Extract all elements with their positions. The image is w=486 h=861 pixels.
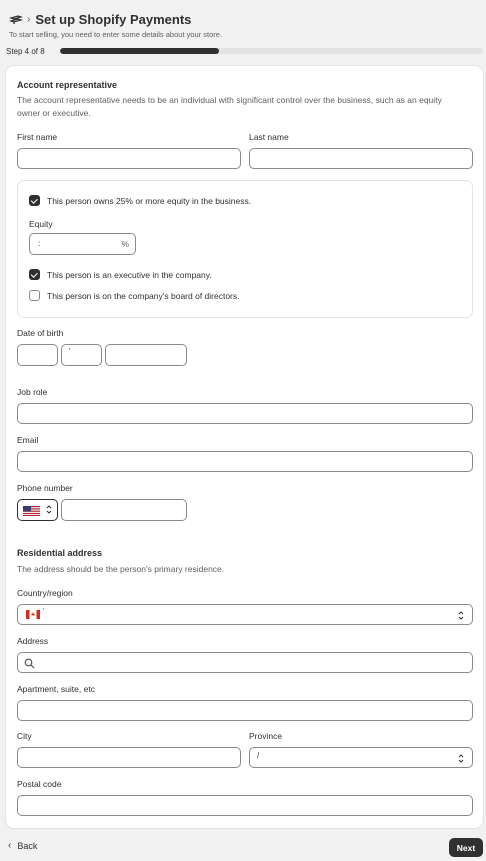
title-row: [9, 12, 191, 27]
job-role-label: Job role: [17, 387, 48, 397]
country-select[interactable]: [17, 604, 473, 625]
payments-logo-icon: [9, 13, 23, 27]
board-label: This person is on the company's board of directors.: [47, 290, 240, 301]
back-button[interactable]: [8, 840, 37, 851]
country-label: Country/region: [17, 588, 73, 598]
residential-address-description: The address should be the person's primary residence.: [17, 564, 225, 574]
page-footer: [0, 834, 486, 861]
progress-bar: [60, 48, 483, 54]
flag-us-icon: [23, 506, 40, 516]
executive-label: This person is an executive in the company.: [47, 269, 212, 280]
phone-number-field[interactable]: [61, 499, 187, 521]
equity-field[interactable]: [29, 233, 136, 255]
search-icon: [24, 658, 35, 669]
page-subtitle: To start selling, you need to enter some details about your store.: [9, 30, 223, 39]
equity-value: :: [38, 239, 41, 248]
phone-country-select[interactable]: [17, 499, 58, 521]
board-row[interactable]: [29, 290, 240, 301]
city-field[interactable]: [17, 747, 241, 768]
dob-year-field[interactable]: [105, 344, 187, 366]
province-select[interactable]: [249, 747, 473, 768]
equity-label: Equity: [29, 219, 53, 229]
phone-label: Phone number: [17, 483, 73, 493]
next-button[interactable]: Next: [449, 838, 483, 857]
ownership-section: [17, 180, 473, 318]
percent-suffix: %: [121, 239, 129, 249]
dob-day-field[interactable]: [61, 344, 102, 366]
page-header: [0, 0, 486, 60]
dob-month-field[interactable]: [17, 344, 58, 366]
page-title: Set up Shopify Payments: [35, 12, 192, 27]
job-role-field[interactable]: [17, 403, 473, 424]
breadcrumb-chevron-icon: ›: [27, 14, 31, 25]
postal-code-label: Postal code: [17, 779, 62, 789]
back-label: Back: [17, 840, 38, 851]
last-name-field[interactable]: [249, 148, 473, 169]
owns-equity-label: This person owns 25% or more equity in the business.: [47, 195, 252, 206]
country-value: ': [43, 607, 45, 616]
progress-bar-fill: [60, 48, 219, 54]
executive-row[interactable]: [29, 269, 212, 280]
dob-label: Date of birth: [17, 328, 64, 338]
email-label: Email: [17, 435, 39, 445]
first-name-label: First name: [17, 132, 58, 142]
apartment-field[interactable]: [17, 700, 473, 721]
board-checkbox[interactable]: [29, 290, 40, 301]
province-select-arrows-icon: [458, 753, 464, 764]
address-field[interactable]: [17, 652, 473, 673]
owns-equity-checkbox[interactable]: [29, 195, 40, 206]
dob-day-value: ': [69, 347, 71, 356]
province-label: Province: [249, 731, 283, 741]
country-select-arrows-icon: [458, 610, 464, 621]
flag-canada-icon: [26, 610, 40, 619]
phone-country-arrows-icon: [46, 504, 52, 515]
apartment-label: Apartment, suite, etc: [17, 684, 95, 694]
executive-checkbox[interactable]: [29, 269, 40, 280]
account-representative-card: [6, 66, 483, 828]
account-rep-title: Account representative: [17, 80, 118, 90]
city-label: City: [17, 731, 32, 741]
postal-code-field[interactable]: [17, 795, 473, 816]
chevron-left-icon: ‹: [8, 840, 12, 851]
address-label: Address: [17, 636, 49, 646]
email-field[interactable]: [17, 451, 473, 472]
first-name-field[interactable]: [17, 148, 241, 169]
step-indicator: Step 4 of 8: [6, 47, 45, 56]
residential-address-title: Residential address: [17, 548, 103, 558]
last-name-label: Last name: [249, 132, 289, 142]
account-rep-description: The account representative needs to be an individual with significant control over the business, such as an equity owner or executive.: [17, 95, 442, 118]
owns-equity-row[interactable]: [29, 195, 251, 206]
province-value: /: [257, 751, 260, 760]
